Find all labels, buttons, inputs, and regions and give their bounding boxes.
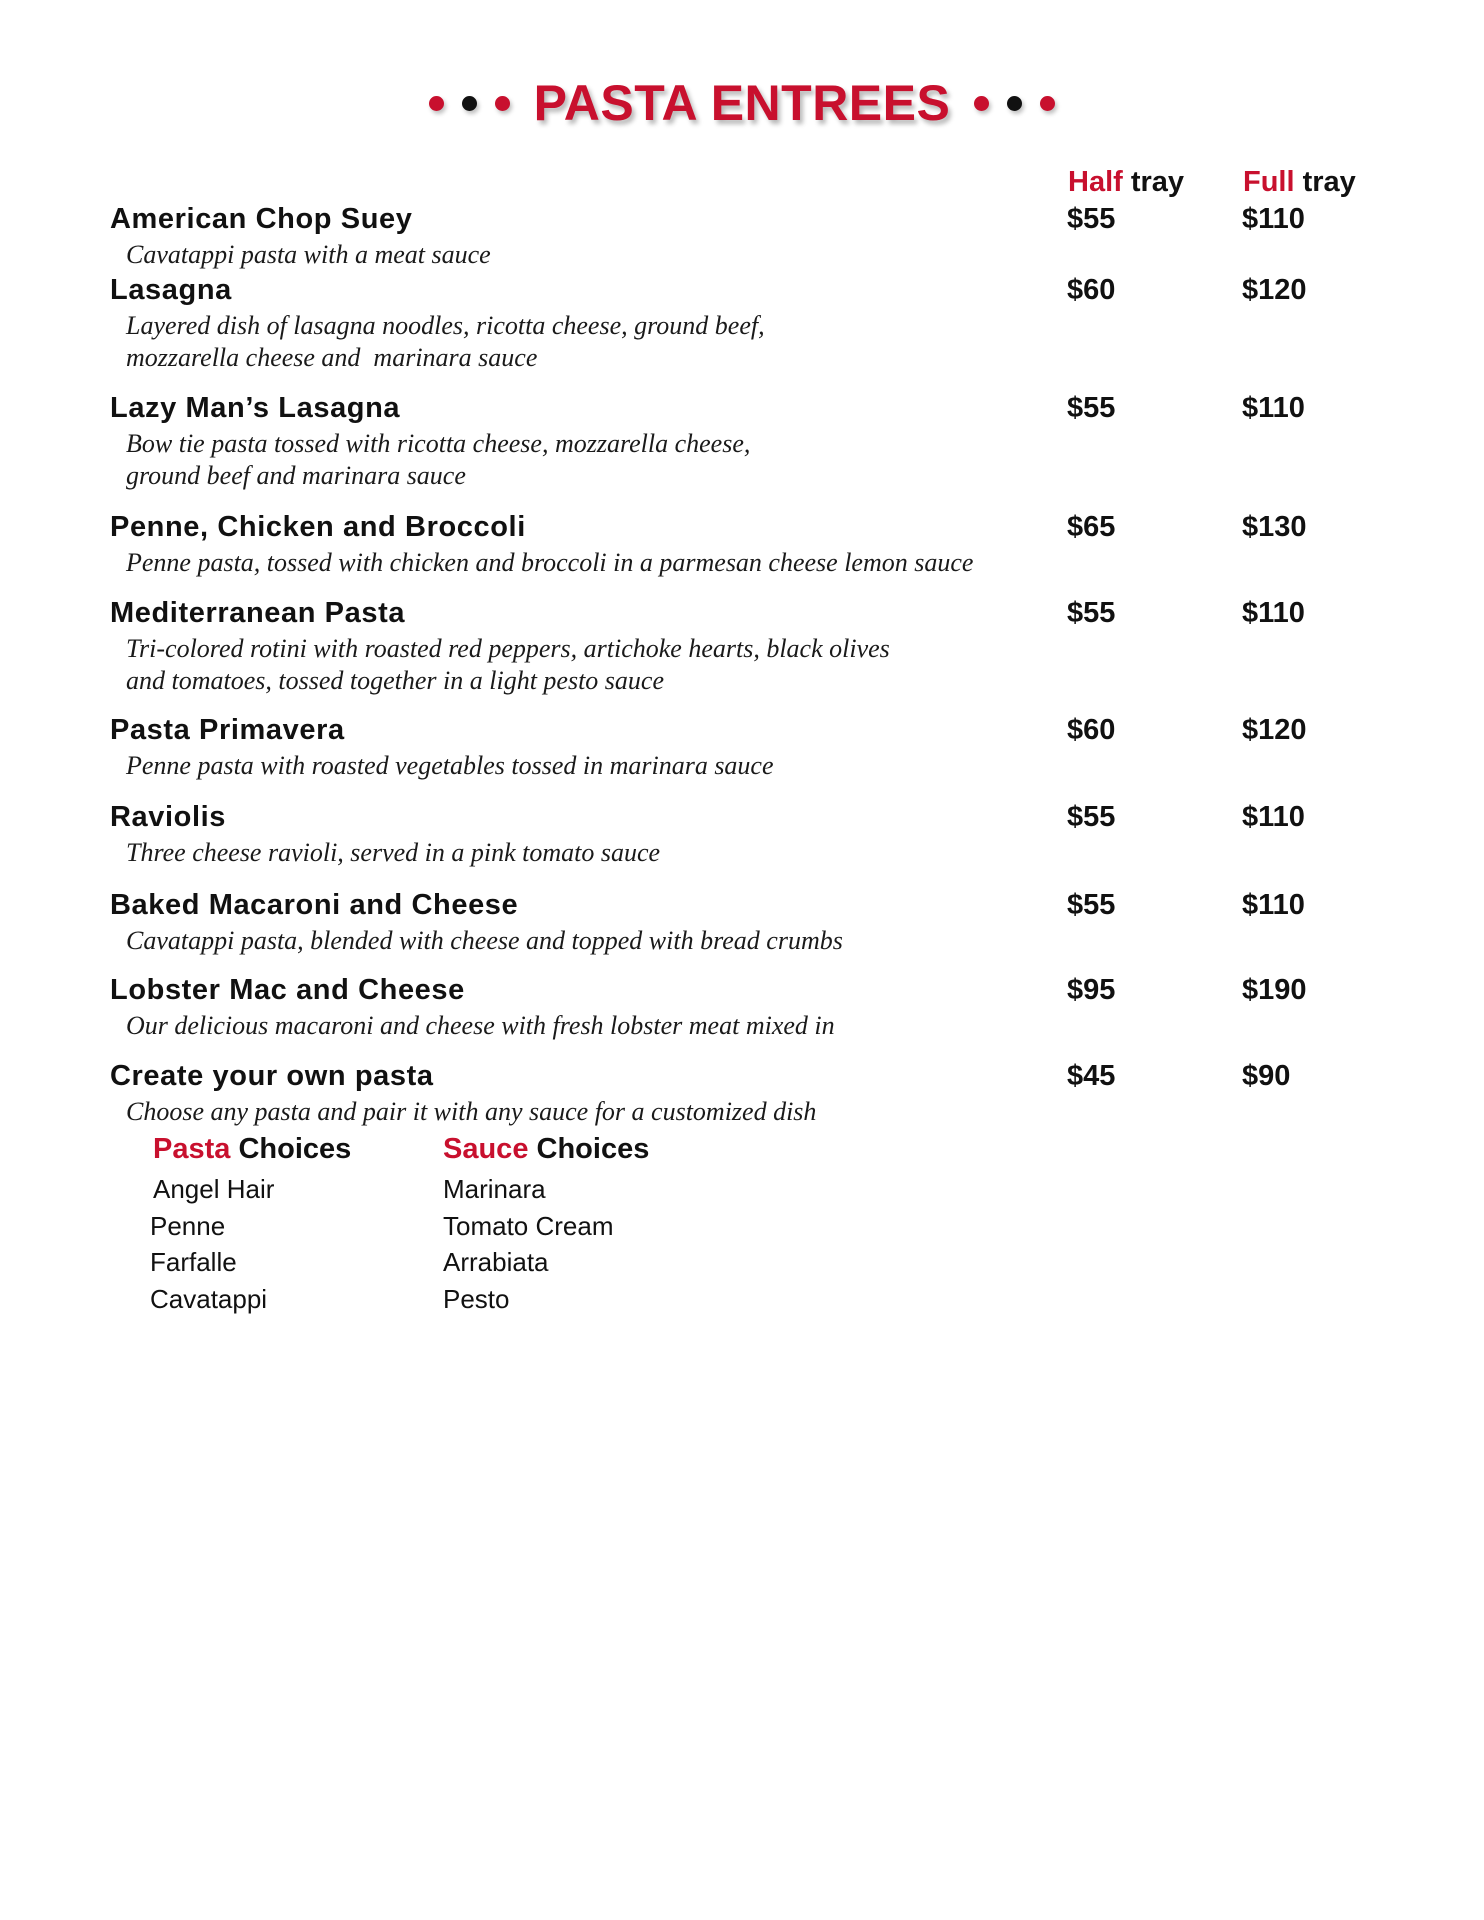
item-description xyxy=(126,547,1126,579)
sauce-choices-label: Choices xyxy=(528,1133,650,1165)
red-dot-icon xyxy=(429,96,444,111)
item-description xyxy=(126,750,1126,782)
half-tray-price: $60 xyxy=(1067,714,1116,746)
item-name: American Chop Suey xyxy=(110,203,413,235)
black-dot-icon xyxy=(1007,96,1022,111)
description-line: Penne pasta, tossed with chicken and broccoli in a parmesan cheese lemon sauce xyxy=(126,548,974,577)
item-name: Penne, Chicken and Broccoli xyxy=(110,511,526,543)
page-title: PASTA ENTREES xyxy=(533,75,951,131)
half-tray-price: $45 xyxy=(1067,1060,1116,1092)
full-tray-price: $120 xyxy=(1242,274,1307,306)
description-line: Our delicious macaroni and cheese with fresh lobster meat mixed in xyxy=(126,1011,835,1040)
description-line: Choose any pasta and pair it with any sauce for a customized dish xyxy=(126,1097,817,1126)
item-description xyxy=(126,428,1126,492)
full-tray-price: $130 xyxy=(1242,511,1307,543)
description-line: ground beef and marinara sauce xyxy=(126,461,466,490)
sauce-choice: Pesto xyxy=(443,1283,510,1314)
full-tray-price: $90 xyxy=(1242,1060,1291,1092)
title-row xyxy=(0,74,1484,132)
half-tray-price: $65 xyxy=(1067,511,1116,543)
red-dot-icon xyxy=(1040,96,1055,111)
description-line: Bow tie pasta tossed with ricotta cheese, mozzarella cheese, xyxy=(126,429,751,458)
pasta-choice: Cavatappi xyxy=(150,1283,268,1314)
red-dot-icon xyxy=(495,96,510,111)
half-tray-price: $55 xyxy=(1067,889,1116,921)
half-tray-price: $55 xyxy=(1067,392,1116,424)
description-line: mozzarella cheese and marinara sauce xyxy=(126,343,538,372)
half-tray-price: $55 xyxy=(1067,597,1116,629)
half-tray-header xyxy=(1068,166,1184,199)
full-tray-price: $190 xyxy=(1242,974,1307,1006)
item-description xyxy=(126,239,1126,271)
half-tray-accent: Half xyxy=(1068,166,1123,198)
half-tray-price: $60 xyxy=(1067,274,1116,306)
pasta-choices-label: Choices xyxy=(230,1133,352,1165)
item-description xyxy=(126,1096,1126,1128)
half-tray-price: $55 xyxy=(1067,801,1116,833)
pasta-choice: Angel Hair xyxy=(153,1174,275,1204)
black-dot-icon xyxy=(462,96,477,111)
pasta-choice: Penne xyxy=(150,1210,226,1241)
pasta-choice: Farfalle xyxy=(150,1247,237,1277)
full-tray-accent: Full xyxy=(1243,166,1295,198)
half-tray-label: tray xyxy=(1122,166,1185,198)
item-name: Baked Macaroni and Cheese xyxy=(110,889,519,921)
half-tray-price: $55 xyxy=(1067,203,1116,235)
item-name: Create your own pasta xyxy=(110,1060,434,1092)
item-name: Pasta Primavera xyxy=(110,714,345,746)
item-name: Raviolis xyxy=(110,801,227,833)
red-dot-icon xyxy=(974,96,989,111)
full-tray-price: $110 xyxy=(1242,801,1305,833)
item-name: Lazy Man’s Lasagna xyxy=(110,392,401,424)
item-description xyxy=(126,633,1126,697)
full-tray-price: $110 xyxy=(1242,597,1305,629)
description-line: Cavatappi pasta, blended with cheese and topped with bread crumbs xyxy=(126,926,843,955)
sauce-choices-accent: Sauce xyxy=(443,1133,529,1165)
full-tray-price: $110 xyxy=(1242,889,1305,921)
pasta-choices-accent: Pasta xyxy=(153,1133,231,1165)
full-tray-price: $120 xyxy=(1242,714,1307,746)
full-tray-price: $110 xyxy=(1242,203,1305,235)
sauce-choices-heading xyxy=(443,1133,649,1166)
item-name: Mediterranean Pasta xyxy=(110,597,406,629)
sauce-choice: Marinara xyxy=(443,1174,546,1204)
full-tray-label: tray xyxy=(1294,166,1356,198)
item-name: Lasagna xyxy=(110,274,232,306)
sauce-choice: Tomato Cream xyxy=(443,1210,614,1241)
sauce-choices-list xyxy=(443,1171,614,1317)
description-line: and tomatoes, tossed together in a light pesto sauce xyxy=(126,666,665,695)
full-tray-price: $110 xyxy=(1242,392,1305,424)
half-tray-price: $95 xyxy=(1067,974,1116,1006)
item-description xyxy=(126,1010,1126,1042)
description-line: Three cheese ravioli, served in a pink tomato sauce xyxy=(126,838,661,867)
item-description xyxy=(126,837,1126,869)
item-name: Lobster Mac and Cheese xyxy=(110,974,465,1006)
item-description xyxy=(126,310,1126,374)
description-line: Tri-colored rotini with roasted red peppers, artichoke hearts, black olives xyxy=(126,634,890,663)
item-description xyxy=(126,925,1126,957)
description-line: Layered dish of lasagna noodles, ricotta cheese, ground beef, xyxy=(126,311,765,340)
full-tray-header xyxy=(1243,166,1356,199)
pasta-choices-list xyxy=(150,1171,274,1317)
sauce-choice: Arrabiata xyxy=(443,1247,549,1277)
description-line: Cavatappi pasta with a meat sauce xyxy=(126,240,491,269)
description-line: Penne pasta with roasted vegetables tossed in marinara sauce xyxy=(126,751,774,780)
pasta-choices-heading xyxy=(153,1133,351,1166)
